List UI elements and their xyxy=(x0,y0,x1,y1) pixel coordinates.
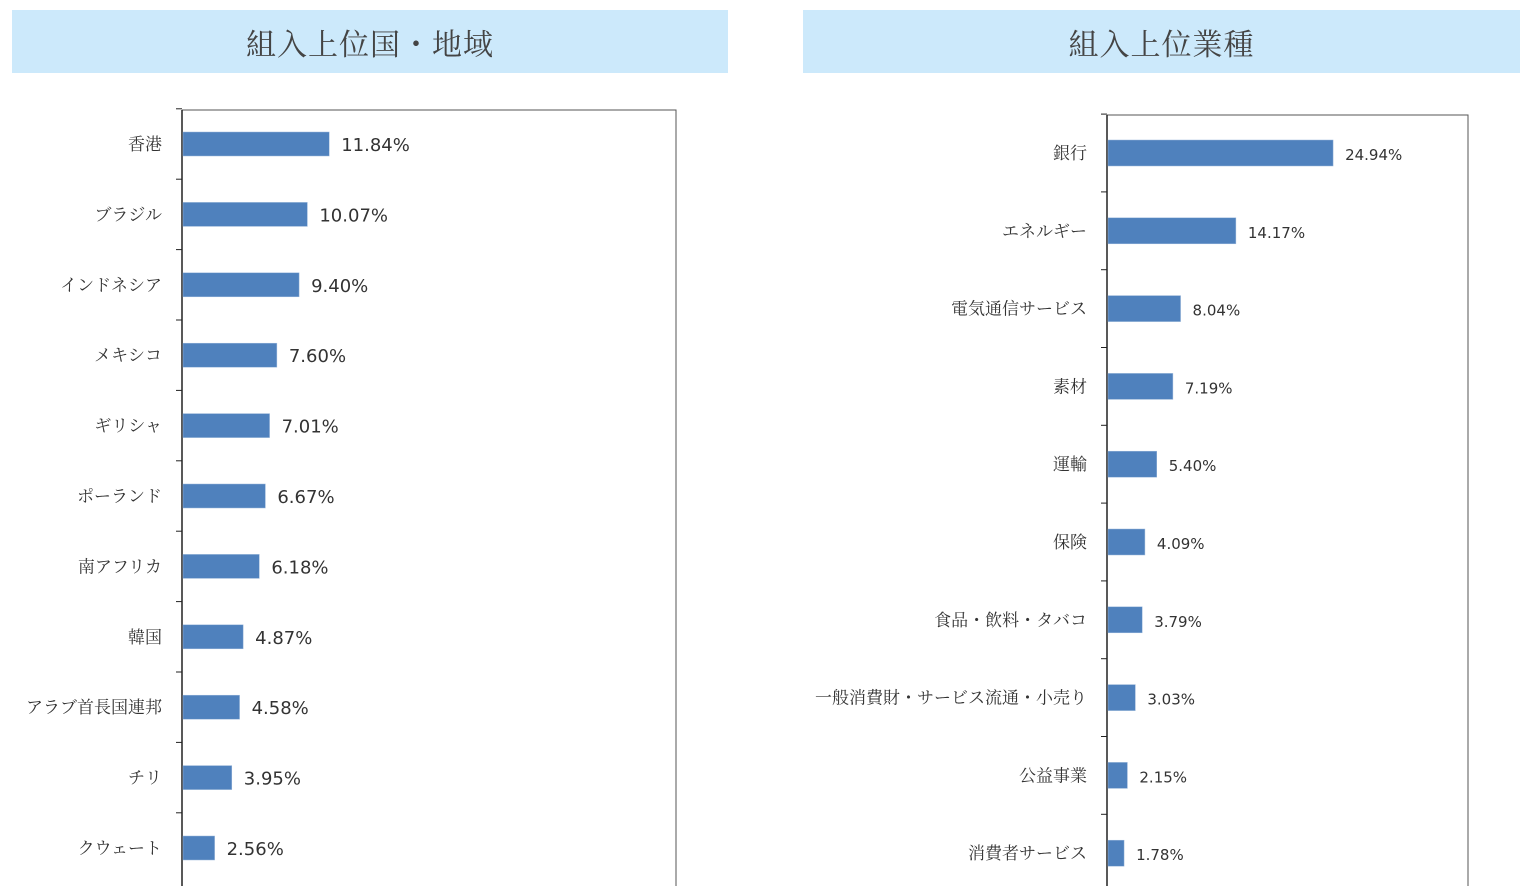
bar xyxy=(183,625,243,649)
data-label: 4.58% xyxy=(251,698,309,720)
category-label: 銀行 xyxy=(1053,144,1087,164)
data-label: 7.60% xyxy=(288,346,347,368)
category-label: インドネシア xyxy=(60,275,162,296)
bar xyxy=(183,273,299,297)
bar xyxy=(1108,685,1135,711)
category-label: 香港 xyxy=(128,135,162,155)
bar xyxy=(1108,140,1333,166)
countries-bar-chart xyxy=(0,0,760,886)
category-label: ポーランド xyxy=(77,487,162,507)
category-label: エネルギー xyxy=(1002,221,1087,242)
category-label: ギリシャ xyxy=(94,416,162,437)
data-label: 3.95% xyxy=(243,768,301,790)
data-label: 2.56% xyxy=(226,839,284,860)
bar xyxy=(183,836,215,860)
bar xyxy=(1108,762,1127,788)
category-label: チリ xyxy=(128,768,162,789)
bar xyxy=(1108,373,1173,399)
bar xyxy=(183,202,307,226)
sectors-bar-chart xyxy=(772,0,1532,886)
category-label: 消費者サービス xyxy=(968,844,1087,865)
data-label: 6.67% xyxy=(277,487,335,508)
data-label: 9.40% xyxy=(311,275,369,297)
data-label: 4.87% xyxy=(255,627,313,649)
chart-title-countries: 組入上位国・地域 xyxy=(12,10,728,73)
data-label: 14.17% xyxy=(1247,223,1306,242)
category-label: アラブ首長国連邦 xyxy=(26,698,162,719)
bar xyxy=(183,766,232,790)
category-label: 保険 xyxy=(1053,533,1087,553)
data-label: 8.04% xyxy=(1192,301,1241,320)
data-label: 7.19% xyxy=(1184,379,1233,398)
bar xyxy=(1108,607,1142,633)
category-label: ブラジル xyxy=(94,205,162,226)
bar xyxy=(183,414,270,438)
data-label: 2.15% xyxy=(1139,768,1188,787)
data-label: 10.07% xyxy=(319,205,389,227)
category-label: 電気通信サービス xyxy=(951,299,1087,320)
data-label: 3.03% xyxy=(1147,690,1196,709)
bar xyxy=(183,554,259,578)
category-label: 南アフリカ xyxy=(77,557,162,578)
data-label: 1.78% xyxy=(1136,846,1184,865)
data-label: 7.01% xyxy=(281,416,339,438)
category-label: 運輸 xyxy=(1053,455,1087,476)
chart-title-sectors: 組入上位業種 xyxy=(803,10,1520,73)
bar xyxy=(183,484,265,508)
data-label: 5.40% xyxy=(1168,457,1217,476)
category-label: クウェート xyxy=(77,839,162,859)
bar xyxy=(183,695,240,719)
category-label: メキシコ xyxy=(94,346,162,367)
data-label: 3.79% xyxy=(1154,612,1202,631)
category-label: 一般消費財・サービス流通・小売り xyxy=(815,688,1087,709)
data-label: 6.18% xyxy=(271,557,329,579)
category-label: 公益事業 xyxy=(1019,766,1087,787)
data-label: 4.09% xyxy=(1156,535,1205,553)
bar xyxy=(1108,529,1145,555)
bar xyxy=(1108,840,1124,866)
bar xyxy=(1108,218,1236,244)
category-label: 韓国 xyxy=(128,627,162,648)
data-label: 11.84% xyxy=(341,135,410,156)
category-label: 素材 xyxy=(1053,377,1087,398)
bar xyxy=(183,132,329,156)
bar xyxy=(1108,296,1181,322)
bar xyxy=(1108,451,1157,477)
data-label: 24.94% xyxy=(1345,146,1403,164)
bar xyxy=(183,343,277,367)
category-label: 食品・飲料・タバコ xyxy=(934,610,1087,631)
